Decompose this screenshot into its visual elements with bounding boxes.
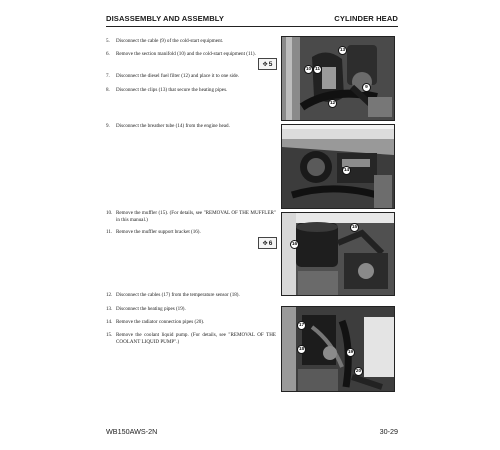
step-9 [106,123,276,130]
engine-photo-2-image [282,125,394,208]
step-6 [106,51,276,58]
callout-11: 11 [314,67,321,72]
callout-10: 10 [305,67,312,72]
step-12 [106,292,276,299]
step-number: 6. [106,51,110,57]
step-15 [106,332,276,346]
callout-16: 16 [291,242,298,247]
step-number: 7. [106,73,110,79]
reference-mark-6 [258,237,277,249]
reference-number: 6 [268,239,273,247]
reference-number: 5 [268,60,273,68]
callout-9: 9 [362,83,371,92]
step-number: 5. [106,38,110,44]
callout-12: 12 [329,101,336,106]
callout-20: 20 [355,369,362,374]
step-text: Disconnect the breather tube (14) from the engine head. [116,123,230,129]
engine-photo-4 [281,306,395,392]
chapter-title: CYLINDER HEAD [334,14,398,23]
step-text: Disconnect the diesel fuel filter (12) and place it to one side. [116,73,240,79]
engine-photo-3-image [282,213,394,295]
section-title: DISASSEMBLY AND ASSEMBLY [106,14,225,23]
step-number: 13. [106,306,113,312]
step-7 [106,73,276,80]
step-text: Remove the radiator connection pipes (20). [116,319,205,325]
step-text: Disconnect the cables (17) from the temperature sensor (18). [116,292,240,298]
step-text: Remove the muffler support bracket (16). [116,229,201,235]
engine-photo-2 [281,124,395,209]
step-text: Disconnect the cable (9) of the cold-start equipment. [116,38,224,44]
reference-mark-5 [258,58,277,70]
engine-photo-3 [281,212,395,296]
callout-15: 15 [351,225,358,230]
step-number: 15. [106,332,113,338]
step-number: 14. [106,319,113,325]
step-13 [106,306,276,313]
step-14 [106,319,276,326]
step-text: Remove the section manifold (10) and the cold-start equipment (11). [116,51,256,57]
callout-18: 18 [298,347,305,352]
step-5 [106,38,276,45]
step-number: 12. [106,292,113,298]
page-header [106,12,398,27]
step-number: 9. [106,123,110,129]
step-text: Remove the coolant liquid pump. (For details, see "REMOVAL OF THE COOLANT LIQUID PUMP".) [116,332,276,345]
callout-13: 13 [339,48,346,53]
engine-photo-1 [281,36,395,121]
wrench-reference-icon: ✥ [262,61,268,68]
step-number: 10. [106,210,113,216]
machine-model: WB150AWS-2N [106,427,158,436]
step-number: 11. [106,229,113,235]
wrench-reference-icon: ✥ [262,240,268,247]
page-number: 30-29 [379,427,398,436]
step-text: Disconnect the heating pipes (19). [116,306,186,312]
step-11 [106,229,276,236]
callout-14: 14 [343,168,350,173]
step-text: Disconnect the clips (13) that secure the heating pipes. [116,87,228,93]
step-10 [106,210,276,224]
step-text: Remove the muffler (15). (For details, see "REMOVAL OF THE MUFFLER" in this manual.) [116,210,276,223]
step-8 [106,87,276,94]
callout-17: 17 [298,323,305,328]
callout-19: 19 [347,350,354,355]
step-number: 8. [106,87,110,93]
